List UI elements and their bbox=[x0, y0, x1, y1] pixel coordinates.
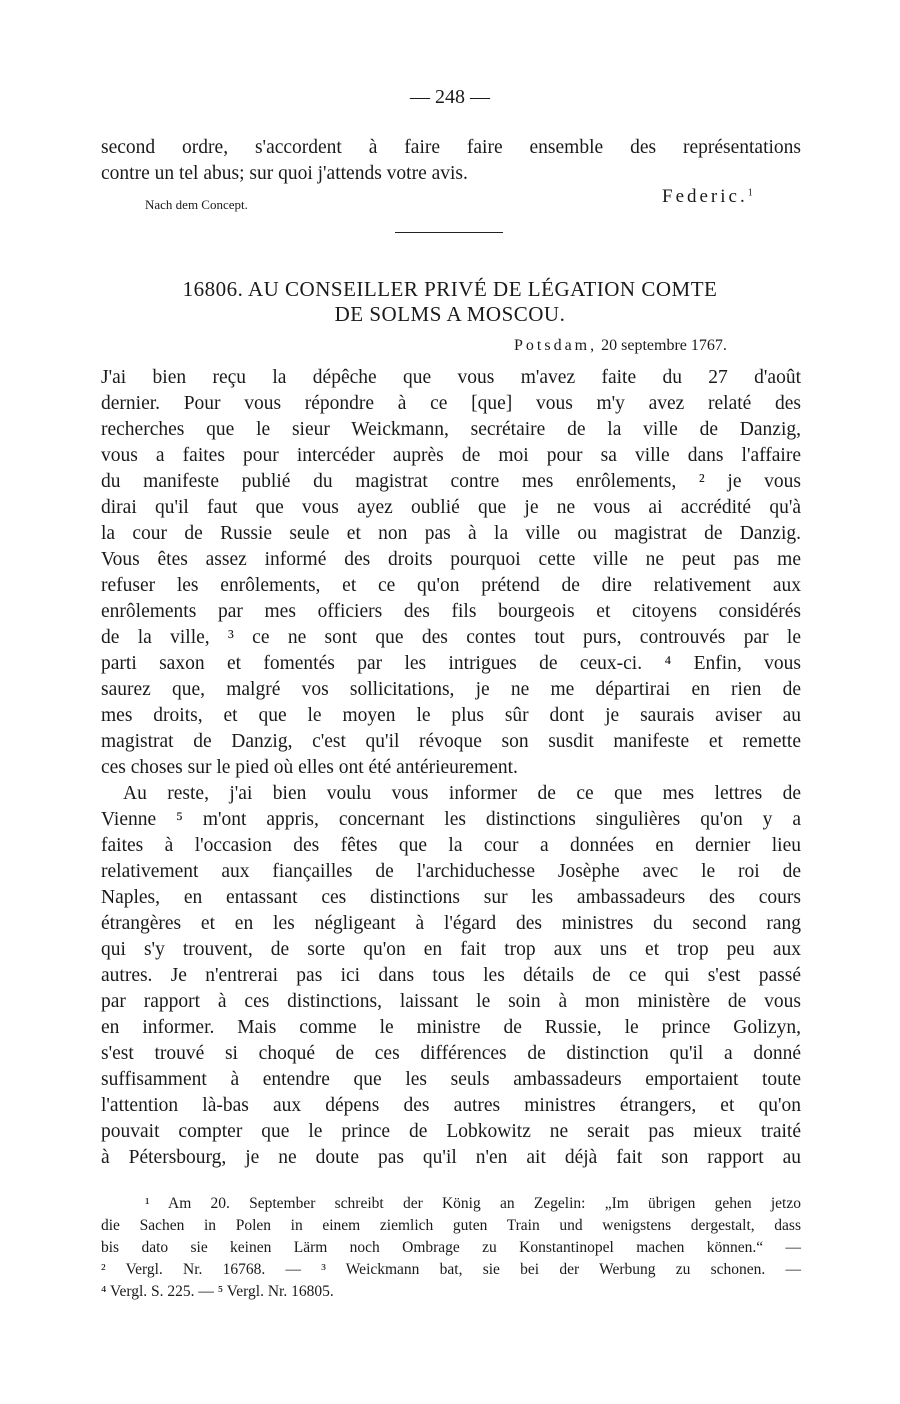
dateline bbox=[514, 337, 727, 355]
body-line-16: ces choses sur le pied où elles ont été antérieurement. bbox=[101, 757, 518, 778]
body-line-3: recherches que le sieur Weickmann, secrétaire de la ville de Danzig, bbox=[101, 419, 801, 440]
body-line-15: magistrat de Danzig, c'est qu'il révoque son susdit manifeste et remette bbox=[101, 731, 801, 752]
intro-line-2: contre un tel abus; sur quoi j'attends votre avis. bbox=[101, 163, 468, 184]
page-number: — 248 — bbox=[410, 86, 490, 108]
body-line-26: en informer. Mais comme le ministre de Russie, le prince Golizyn, bbox=[101, 1017, 801, 1038]
intro-line-1: second ordre, s'accordent à faire faire ensemble des représentations bbox=[101, 137, 801, 158]
body-line-23: qui s'y trouvent, de sorte qu'on en fait trop aux uns et trop peu aux bbox=[101, 939, 801, 960]
body-line-13: saurez que, malgré vos sollicitations, je ne me départirai en rien de bbox=[101, 679, 801, 700]
letter-heading-line-2: DE SOLMS A MOSCOU. bbox=[334, 302, 566, 326]
body-line-30: pouvait compter que le prince de Lobkowitz ne serait pas mieux traité bbox=[101, 1121, 801, 1142]
signature: Federic. bbox=[662, 186, 748, 207]
letter-heading-line-1: 16806. AU CONSEILLER PRIVÉ DE LÉGATION COMTE bbox=[182, 277, 718, 301]
signature-block bbox=[662, 186, 753, 208]
footnote-line-5: ⁴ Vergl. S. 225. — ⁵ Vergl. Nr. 16805. bbox=[101, 1283, 334, 1300]
body-line-20: relativement aux fiançailles de l'archiduchesse Josèphe avec le roi de bbox=[101, 861, 801, 882]
dateline-date: 20 septembre 1767. bbox=[601, 337, 727, 354]
body-line-6: dirai qu'il faut que vous ayez oublié que je ne vous ai accrédité qu'à bbox=[101, 497, 801, 518]
section-divider bbox=[395, 232, 503, 233]
body-line-21: Naples, en entassant ces distinctions sur les ambassadeurs des cours bbox=[101, 887, 801, 908]
body-line-12: parti saxon et fomentés par les intrigues de ceux-ci. ⁴ Enfin, vous bbox=[101, 653, 801, 674]
body-line-29: l'attention là-bas aux dépens des autres ministres étrangers, et qu'on bbox=[101, 1095, 801, 1116]
body-line-25: par rapport à ces distinctions, laissant le soin à mon ministère de vous bbox=[101, 991, 801, 1012]
body-line-27: s'est trouvé si choqué de ces différences de distinction qu'il a donné bbox=[101, 1043, 801, 1064]
body-line-18: Vienne ⁵ m'ont appris, concernant les distinctions singulières qu'on y a bbox=[101, 809, 801, 830]
body-line-28: suffisamment à entendre que les seuls ambassadeurs emportaient toute bbox=[101, 1069, 801, 1090]
body-line-10: enrôlements par mes officiers des fils bourgeois et citoyens considérés bbox=[101, 601, 801, 622]
body-line-22: étrangères et en les négligeant à l'égard des ministres du second rang bbox=[101, 913, 801, 934]
footnote-line-4: ² Vergl. Nr. 16768. — ³ Weickmann bat, sie bei der Werbung zu schonen. — bbox=[101, 1261, 801, 1278]
dateline-place: Potsdam, bbox=[514, 337, 598, 354]
footnote-line-2: die Sachen in Polen in einem ziemlich guten Train und wenigstens dergestalt, dass bbox=[101, 1217, 801, 1234]
source-note: Nach dem Concept. bbox=[145, 197, 248, 212]
body-line-24: autres. Je n'entrerai pas ici dans tous les détails de ce qui s'est passé bbox=[101, 965, 801, 986]
body-line-8: Vous êtes assez informé des droits pourquoi cette ville ne peut pas me bbox=[101, 549, 801, 570]
body-line-9: refuser les enrôlements, et ce qu'on prétend de dire relativement aux bbox=[101, 575, 801, 596]
body-line-14: mes droits, et que le moyen le plus sûr dont je saurais aviser au bbox=[101, 705, 801, 726]
body-line-31: à Pétersbourg, je ne doute pas qu'il n'en ait déjà fait son rapport au bbox=[101, 1147, 801, 1168]
body-line-7: la cour de Russie seule et non pas à la ville ou magistrat de Danzig. bbox=[101, 523, 801, 544]
body-line-1: J'ai bien reçu la dépêche que vous m'avez faite du 27 d'août bbox=[101, 367, 801, 388]
body-line-2: dernier. Pour vous répondre à ce [que] vous m'y avez relaté des bbox=[101, 393, 801, 414]
signature-footnote-ref: 1 bbox=[747, 187, 753, 199]
footnote-line-1: ¹ Am 20. September schreibt der König an Zegelin: „Im übrigen gehen jetzo bbox=[145, 1195, 801, 1212]
body-line-4: vous a faites pour intercéder auprès de moi pour sa ville dans l'affaire bbox=[101, 445, 801, 466]
footnote-line-3: bis dato sie keinen Lärm noch Ombrage zu Konstantinopel machen können.“ — bbox=[101, 1239, 801, 1256]
body-line-5: du manifeste publié du magistrat contre mes enrôlements, ² je vous bbox=[101, 471, 801, 492]
body-line-11: de la ville, ³ ce ne sont que des contes tout purs, controuvés par le bbox=[101, 627, 801, 648]
body-line-17: Au reste, j'ai bien voulu vous informer de ce que mes lettres de bbox=[123, 783, 801, 804]
body-line-19: faites à l'occasion des fêtes que la cour a données en dernier lieu bbox=[101, 835, 801, 856]
